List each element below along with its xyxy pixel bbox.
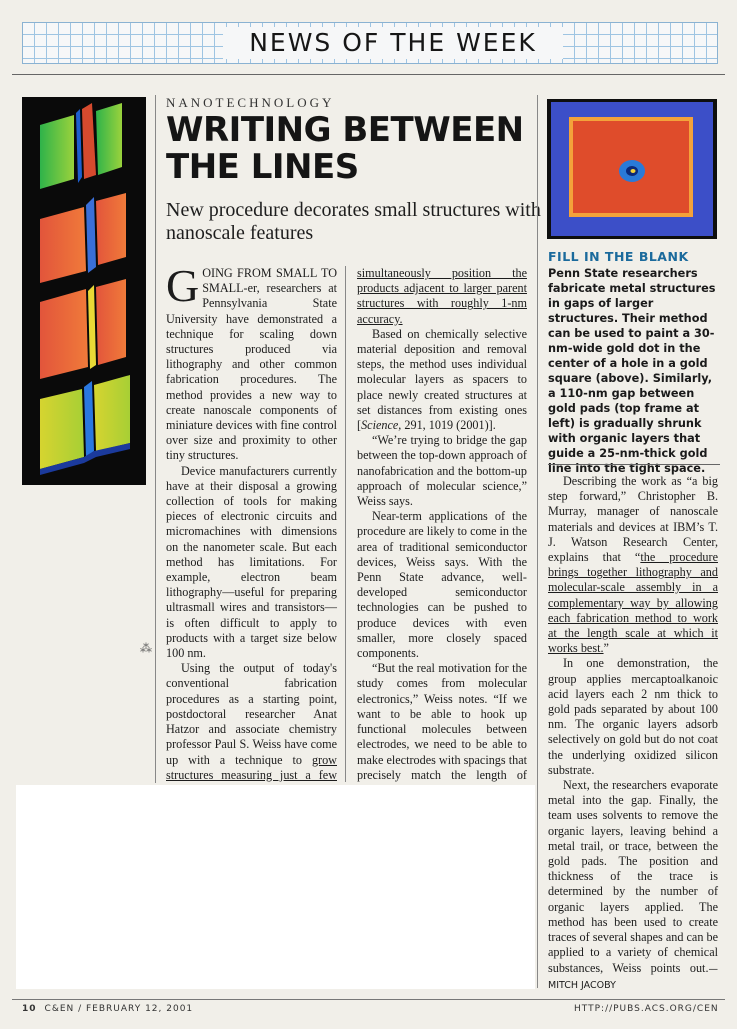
underlined-text: grow structures measuring just a few (166, 752, 337, 782)
closing-quote: ” (603, 641, 609, 656)
paragraph: Near-term applications of the procedure are likely to come in the area of traditional semiconductor devices, Weiss says. With the Penn State advance, well-developed semiconductor technologies can be pushed to produce devices with even smaller, more closely spaced components. (357, 509, 527, 661)
caption-rule (548, 464, 720, 465)
footer-rule (12, 999, 725, 1000)
top-rule (12, 74, 725, 75)
column-divider-left (155, 95, 156, 783)
column-divider-mid (345, 266, 346, 782)
margin-mark: ⁂ (140, 641, 152, 655)
kicker: NANOTECHNOLOGY (166, 95, 335, 110)
paragraph (548, 778, 718, 993)
paragraph (166, 661, 337, 798)
gold-square-photo (547, 99, 717, 239)
column-divider-right (537, 95, 538, 988)
underlined-text: simultaneously position the products adjacent to larger parent structures with roughly 1-nm accuracy. (357, 266, 527, 326)
publication-date: C&EN / FEBRUARY 12, 2001 (44, 1004, 194, 1014)
afm-frames-image (22, 97, 146, 485)
journal-name: Science, (361, 418, 402, 433)
paragraph (357, 327, 527, 433)
paragraph: “But the real motivation for the study comes from molecular electronics,” Weiss notes. “If we want to be able to hook up functional molecules between electrodes, we need to be able to make electrodes with spacings that precisely match the length of (357, 661, 527, 782)
body-column-2 (357, 266, 527, 798)
paragraph-text: Based on chemically selective material deposition and removal steps, the method uses individual molecular layers as spacers to place newly created structures at set distances from existing ones [ (357, 326, 527, 433)
page-number: 10 (22, 1004, 37, 1014)
headline: WRITING BETWEEN THE LINES (166, 110, 524, 187)
paragraph: In one demonstration, the group applies mercaptoalkanoic acid layers each 2 nm thick to gold pads separated by about 100 nm. The organic layers adsorb selectively on gold but do not coat the underlying oxidized silicon substrate. (548, 656, 718, 777)
lead-in: OING FROM SMALL TO SMALL- (202, 266, 337, 296)
body-column-3 (548, 474, 718, 993)
paragraph-text: Using the output of today's conventional fabrication procedures as a starting point, postdoctoral researcher Anat Hatzor and associate chemistry professor Paul S. Weiss have come up with a technique to (166, 661, 337, 767)
deck: New procedure decorates small structures with nanoscale features (166, 199, 541, 244)
redacted-area (16, 785, 535, 989)
footer-url: HTTP://PUBS.ACS.ORG/CEN (574, 1004, 719, 1014)
paragraph-continued (357, 266, 527, 327)
underlined-quote: the procedure brings together lithography and molecular-scale assembly in a complementary way by allowing each fabrication method to work at the length scale at which it works best. (548, 550, 718, 656)
drop-cap: G (166, 260, 200, 311)
paragraph: “We’re trying to bridge the gap between the top-down approach of nanofabrication and the bottom-up approach of molecular science,” Weiss says. (357, 433, 527, 509)
byline: —MITCH JACOBY (548, 963, 718, 991)
paragraph-lead (166, 260, 337, 464)
section-title: NEWS OF THE WEEK (223, 27, 563, 59)
section-banner (22, 22, 718, 64)
paragraph-text: Describing the work as “a big step forward,” Christopher B. Murray, manager of nanoscale materials and devices at IBM’s T. J. Watson Research Center, explains that “ (548, 474, 718, 565)
caption-title: FILL IN THE BLANK (548, 249, 689, 264)
gold-square-image (547, 99, 717, 239)
lead-text: er, researchers at Pennsylvania State University have demonstrated a technique for scaling down structures produced via lithography and other common fabrication procedures. The method provides a new way to create nanoscale components of miniature devices with fine control over size and proximity to other tiny structures. (166, 281, 337, 463)
paragraph: Device manufacturers currently have at their disposal a growing collection of tools for making pieces of electronic circuits and micromachines with dimensions on the nanometer scale. But each method has limitations. For example, electron beam lithography—useful for preparing ultrasmall wires and transistors—is often difficult to apply to products with a target size below 100 nm. (166, 463, 337, 661)
citation: 291, 1019 (2001)]. (401, 418, 496, 433)
paragraph-text: Next, the researchers evaporate metal into the gap. Finally, the team uses solvents to remove the organic layers, leaving behind a metal trail, or trace, between the gold pads. The position and thickness of the trace is determined by the number of organic layers applied. The method has been used to create traces of several shapes and can be applied to a variety of chemical substances, Weiss points out. (548, 778, 718, 975)
footer-left (22, 1004, 193, 1014)
afm-frames-photo (22, 97, 146, 485)
caption-text: Penn State researchers fabricate metal structures in gaps of larger structures. Their method can be used to paint a 30-nm-wide gold dot in the center of a hole in a gold square (above). Similarly, a 110-nm gap between gold pads (top frame at left) is gradually shrunk with organic layers that guide a 25-nm-thick gold line into the tight space. (548, 267, 716, 475)
paragraph (548, 474, 718, 656)
body-column-1 (166, 260, 337, 798)
